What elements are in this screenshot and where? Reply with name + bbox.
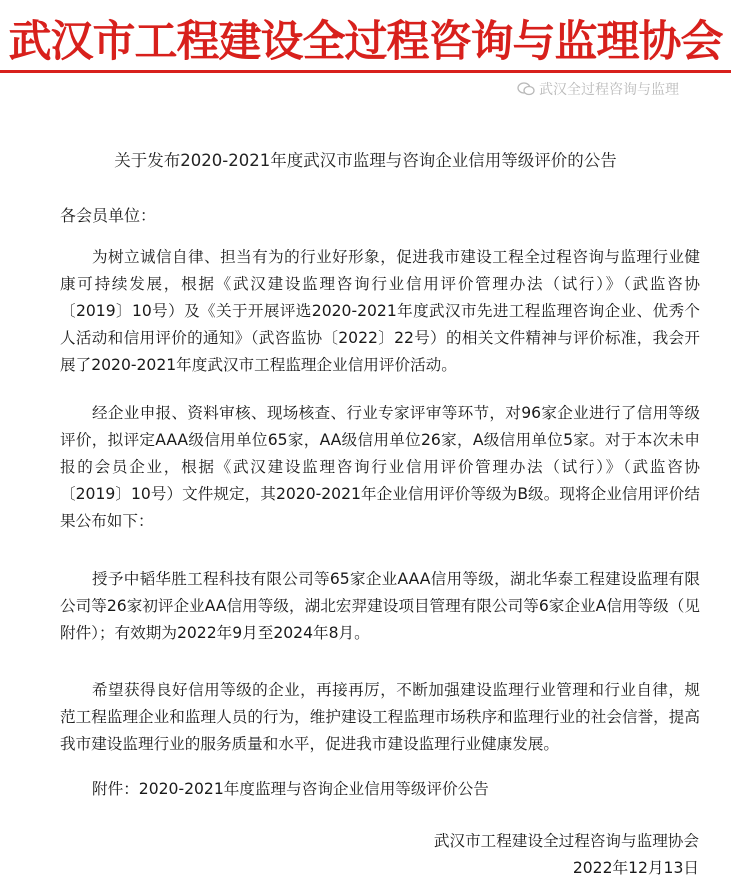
signature: 武汉市工程建设全过程咨询与监理协会	[433, 832, 699, 850]
paragraph-results: 授予中韬华胜工程科技有限公司等65家企业AAA信用等级，湖北华泰工程建设监理有限公司等26家初评企业AA信用等级，湖北宏羿建设项目管理有限公司等6家企业A信用等级（见附件）；有效期为2022年9月至2024年8月。	[60, 570, 700, 642]
watermark	[517, 79, 679, 99]
paragraph-evaluation: 经企业申报、资料审核、现场核查、行业专家评审等环节，对96家企业进行了信用等级评价，拟评定AAA级信用单位65家，AA级信用单位26家，A级信用单位5家。对于本次未申报的会员企业，根据《武汉建设监理咨询行业信用评价管理办法（试行）》（武监咨协〔2019〕10号）文件规定，其2020-2021年企业信用评价等级为B级。现将企业信用评价结果公布如下：	[60, 404, 700, 530]
paragraph-purpose: 为树立诚信自律、担当有为的行业好形象，促进我市建设工程全过程咨询与监理行业健康可持续发展，根据《武汉建设监理咨询行业信用评价管理办法（试行）》（武监咨协〔2019〕10号）及《关于开展评选2020-2021年度武汉市先进工程监理咨询企业、优秀个人活动和信用评价的通知》（武咨监协〔2022〕22号）的相关文件精神与评价标准，我会开展了2020-2021年度武汉市工程监理企业信用评价活动。	[60, 248, 700, 374]
header-divider	[0, 70, 731, 73]
notice-title: 关于发布2020-2021年度武汉市监理与咨询企业信用等级评价的公告	[114, 151, 617, 170]
paragraph-expectation: 希望获得良好信用等级的企业，再接再厉，不断加强建设监理行业管理和行业自律，规范工程监理企业和监理人员的行为，维护建设工程监理市场秩序和监理行业的社会信誉，提高我市建设监理行业的服务质量和水平，促进我市建设监理行业健康发展。	[60, 681, 700, 753]
association-title: 武汉市工程建设全过程咨询与监理协会	[8, 17, 723, 67]
date: 2022年12月13日	[572, 859, 699, 877]
attachment-note: 附件：2020-2021年度监理与咨询企业信用等级评价公告	[92, 780, 489, 798]
watermark-text: 武汉全过程咨询与监理	[539, 82, 679, 98]
wechat-icon	[517, 82, 535, 96]
salutation: 各会员单位：	[60, 206, 157, 225]
letterhead	[0, 0, 731, 98]
